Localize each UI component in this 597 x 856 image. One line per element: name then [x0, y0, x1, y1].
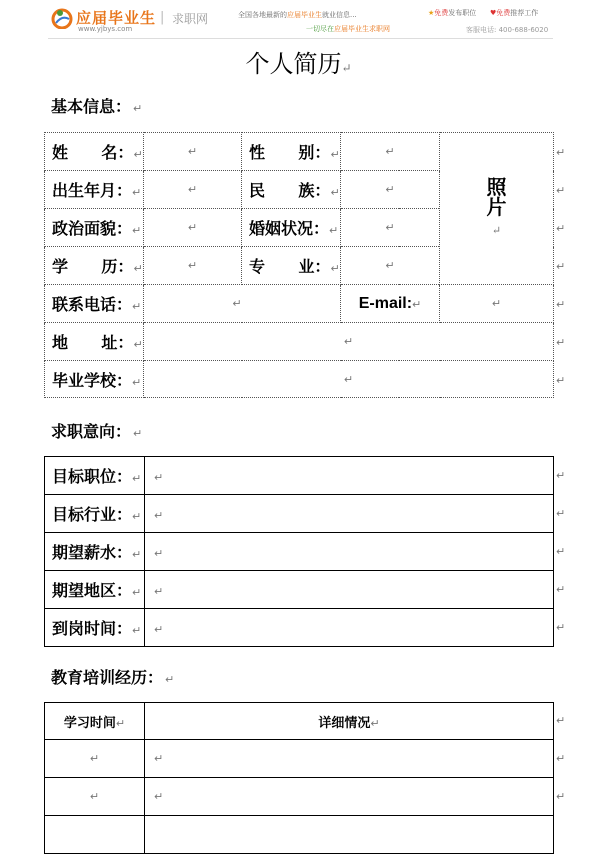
field-details-1[interactable]: ↵ [145, 740, 554, 778]
job-intent-table [44, 456, 554, 647]
row-end-mark: ↵ [556, 222, 566, 235]
field-gender[interactable]: ↵ [341, 133, 440, 171]
star-icon: ★ [428, 9, 435, 17]
row-end-mark: ↵ [556, 714, 566, 727]
label-ethnicity: 民 族：↵ [242, 171, 341, 209]
field-target-position[interactable]: ↵ [145, 457, 554, 495]
field-birth[interactable]: ↵ [144, 171, 242, 209]
section-education: 教育培训经历： ↵ [51, 668, 175, 687]
row-end-mark: ↵ [556, 146, 566, 159]
label-degree: 学 历：↵ [45, 247, 144, 285]
row-end-mark: ↵ [556, 469, 566, 482]
slogan-line-2: 一切尽在应届毕业生求职网 [306, 25, 390, 33]
field-marital[interactable]: ↵ [341, 209, 440, 247]
row-end-mark: ↵ [556, 752, 566, 765]
field-details-2[interactable]: ↵ [145, 778, 554, 816]
label-school: 毕业学校：↵ [45, 361, 144, 398]
row-end-mark: ↵ [556, 374, 566, 387]
row-end-mark: ↵ [556, 790, 566, 803]
recommend-job-link[interactable]: ♥免费推荐工作 [490, 9, 539, 17]
site-tag: 求职网 [172, 12, 209, 26]
field-study-time-2[interactable]: ↵ [45, 778, 145, 816]
label-expected-salary: 期望薪水：↵ [45, 533, 145, 571]
education-table [44, 702, 554, 854]
field-degree[interactable]: ↵ [144, 247, 242, 285]
row-end-mark: ↵ [556, 545, 566, 558]
label-birth: 出生年月：↵ [45, 171, 144, 209]
section-basic-info: 基本信息： ↵ [51, 97, 143, 116]
field-expected-region[interactable]: ↵ [145, 571, 554, 609]
field-details-3[interactable] [145, 816, 554, 854]
row-end-mark: ↵ [556, 336, 566, 349]
label-expected-region: 期望地区：↵ [45, 571, 145, 609]
field-school[interactable]: ↵ [144, 361, 554, 398]
label-marital: 婚姻状况：↵ [242, 209, 341, 247]
field-major[interactable]: ↵ [341, 247, 440, 285]
row-end-mark: ↵ [556, 507, 566, 520]
label-gender: 性 别：↵ [242, 133, 341, 171]
page-title: 个人简历↵ [245, 50, 352, 78]
label-phone: 联系电话：↵ [45, 285, 144, 323]
banner-divider [48, 38, 553, 39]
site-url: www.yjbys.com [78, 25, 133, 33]
logo-mark-icon [51, 7, 73, 29]
post-job-link[interactable]: ★免费发布职位 [428, 9, 477, 17]
field-study-time-3[interactable] [45, 816, 145, 854]
field-political[interactable]: ↵ [144, 209, 242, 247]
label-name: 姓 名：↵ [45, 133, 144, 171]
header-details: 详细情况↵ [145, 703, 554, 740]
row-end-mark: ↵ [556, 260, 566, 273]
field-name[interactable]: ↵ [144, 133, 242, 171]
field-study-time-1[interactable]: ↵ [45, 740, 145, 778]
site-name: 应届毕业生 [76, 9, 157, 27]
heart-icon: ♥ [490, 9, 497, 17]
header-study-time: 学习时间↵ [45, 703, 145, 740]
row-end-mark: ↵ [556, 583, 566, 596]
row-end-mark: ↵ [556, 621, 566, 634]
label-target-position: 目标职位：↵ [45, 457, 145, 495]
label-political: 政治面貌：↵ [45, 209, 144, 247]
label-major: 专 业：↵ [242, 247, 341, 285]
service-phone: 客服电话: 400-688-6020 [466, 26, 549, 34]
field-target-industry[interactable]: ↵ [145, 495, 554, 533]
slogan-line-1: 全国各地最新的应届毕业生就业信息... [238, 11, 357, 19]
photo-label: 照片 [486, 174, 507, 219]
basic-info-table [44, 132, 554, 398]
row-end-mark: ↵ [556, 184, 566, 197]
field-ethnicity[interactable]: ↵ [341, 171, 440, 209]
field-address[interactable]: ↵ [144, 323, 554, 361]
row-end-mark: ↵ [556, 298, 566, 311]
site-banner [48, 4, 553, 38]
field-email[interactable]: ↵ [440, 285, 554, 323]
field-phone[interactable]: ↵ [144, 285, 341, 323]
photo-box[interactable]: 照片 ↵ [440, 133, 554, 285]
logo-separator: | [160, 10, 165, 25]
field-start-date[interactable]: ↵ [145, 609, 554, 647]
label-start-date: 到岗时间：↵ [45, 609, 145, 647]
section-job-intent: 求职意向： ↵ [51, 422, 143, 441]
label-email: E-mail:↵ [341, 285, 440, 323]
label-target-industry: 目标行业：↵ [45, 495, 145, 533]
field-expected-salary[interactable]: ↵ [145, 533, 554, 571]
label-address: 地 址：↵ [45, 323, 144, 361]
